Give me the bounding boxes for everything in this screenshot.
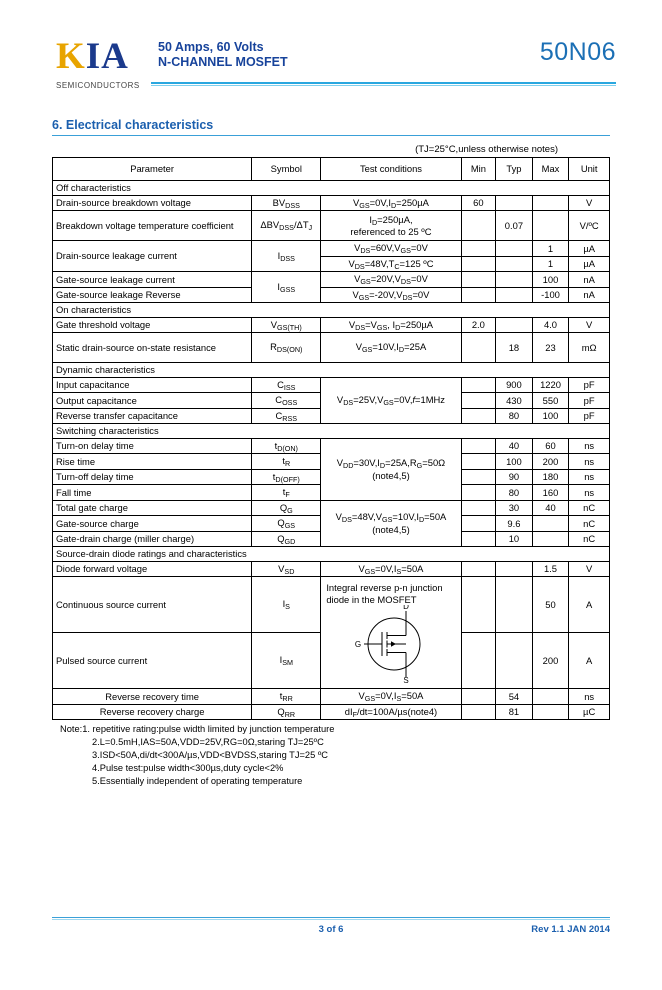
row-max: -100 bbox=[532, 287, 569, 303]
table-row bbox=[53, 287, 610, 303]
row-param: Turn-on delay time bbox=[53, 438, 252, 454]
row-symbol: $t_F$ bbox=[252, 485, 321, 501]
row-unit: µC bbox=[569, 704, 610, 720]
row-param: Output capacitance bbox=[53, 393, 252, 409]
page-footer bbox=[52, 917, 610, 938]
col-header-symbol: Symbol bbox=[252, 158, 321, 181]
row-max bbox=[532, 211, 569, 241]
row-param: Pulsed source current bbox=[53, 633, 252, 689]
row-max bbox=[532, 704, 569, 720]
row-symbol: $t_{D(ON)}$ bbox=[252, 438, 321, 454]
table-group-row bbox=[53, 547, 610, 562]
row-unit: nC bbox=[569, 531, 610, 547]
table-row bbox=[53, 241, 610, 257]
section-title bbox=[52, 118, 610, 132]
row-typ: 30 bbox=[496, 500, 533, 516]
row-symbol: $\Delta BV_{DSS}/\Delta T_J$ bbox=[252, 211, 321, 241]
row-max bbox=[532, 689, 569, 705]
row-min bbox=[461, 211, 496, 241]
row-min: 60 bbox=[461, 195, 496, 211]
row-typ bbox=[496, 272, 533, 288]
group-title-dynamic-characteristics: Dynamic characteristics bbox=[53, 363, 610, 378]
test-conditions-note: (TJ=25°C,unless otherwise notes) bbox=[415, 144, 558, 155]
footnotes bbox=[52, 723, 610, 788]
row-min bbox=[461, 241, 496, 257]
logo-letters-ia: IA bbox=[85, 36, 129, 77]
row-unit: ns bbox=[569, 438, 610, 454]
svg-text:D: D bbox=[403, 605, 409, 611]
footnote-4: 4.Pulse test:pulse width<300µs,duty cycle<2% bbox=[92, 763, 284, 773]
row-symbol: $V_{SD}$ bbox=[252, 561, 321, 577]
row-unit: pF bbox=[569, 408, 610, 424]
row-typ bbox=[496, 195, 533, 211]
row-condition: $V_{GS}=10V,I_D=25A$ bbox=[321, 333, 461, 363]
row-condition: $dI_F/dt=100A/\mu s(note4)$ bbox=[321, 704, 461, 720]
row-min bbox=[461, 704, 496, 720]
table-row bbox=[53, 333, 610, 363]
row-symbol: $V_{GS(TH)}$ bbox=[252, 317, 321, 333]
row-max bbox=[532, 516, 569, 532]
diode-condition-text: Integral reverse p-n junction diode in the MOSFET bbox=[326, 582, 443, 605]
row-symbol: $t_R$ bbox=[252, 454, 321, 470]
table-row bbox=[53, 561, 610, 577]
row-min bbox=[461, 377, 496, 393]
table-group-row bbox=[53, 181, 610, 196]
row-min: 2.0 bbox=[461, 317, 496, 333]
row-typ: 81 bbox=[496, 704, 533, 720]
row-condition-note: (note4,5) bbox=[372, 523, 410, 535]
row-unit: µA bbox=[569, 256, 610, 272]
row-typ: 80 bbox=[496, 485, 533, 501]
row-symbol: $I_{SM}$ bbox=[252, 633, 321, 689]
row-param: Turn-off delay time bbox=[53, 469, 252, 485]
row-min bbox=[461, 272, 496, 288]
svg-text:G: G bbox=[354, 640, 362, 649]
row-symbol: $BV_{DSS}$ bbox=[252, 195, 321, 211]
row-typ: 9.6 bbox=[496, 516, 533, 532]
table-row bbox=[53, 704, 610, 720]
row-param: Gate threshold voltage bbox=[53, 317, 252, 333]
col-header-min: Min bbox=[461, 158, 496, 181]
row-symbol: $I_{GSS}$ bbox=[252, 272, 321, 303]
row-symbol: $C_{RSS}$ bbox=[252, 408, 321, 424]
row-min bbox=[461, 287, 496, 303]
table-row bbox=[53, 438, 610, 454]
page-number: 3 of 6 bbox=[318, 924, 344, 935]
col-header-parameter: Parameter bbox=[53, 158, 252, 181]
section-rule bbox=[52, 135, 610, 136]
row-typ: 18 bbox=[496, 333, 533, 363]
table-group-row bbox=[53, 424, 610, 439]
row-symbol: $R_{DS(ON)}$ bbox=[252, 333, 321, 363]
row-param: Diode forward voltage bbox=[53, 561, 252, 577]
row-max: 1 bbox=[532, 241, 569, 257]
row-unit: pF bbox=[569, 377, 610, 393]
table-row bbox=[53, 272, 610, 288]
row-param: Fall time bbox=[53, 485, 252, 501]
row-typ bbox=[496, 287, 533, 303]
row-max: 180 bbox=[532, 469, 569, 485]
footnote-3: 3.ISD<50A,di/dt<300A/µs,VDD<BVDSS,staring TJ=25 ºC bbox=[92, 750, 328, 760]
header-rule bbox=[151, 82, 616, 84]
row-max: 50 bbox=[532, 577, 569, 633]
row-typ: 0.07 bbox=[496, 211, 533, 241]
row-condition: $V_{GS}=0V,I_D=250\mu A$ bbox=[321, 195, 461, 211]
row-unit: A bbox=[569, 577, 610, 633]
row-condition: $V_{GS}=0V,I_S=50A$ bbox=[321, 561, 461, 577]
row-max: 1220 bbox=[532, 377, 569, 393]
row-max: 100 bbox=[532, 408, 569, 424]
section-number: 6. bbox=[52, 118, 63, 132]
table-row bbox=[53, 211, 610, 241]
row-symbol: $I_S$ bbox=[252, 577, 321, 633]
row-max bbox=[532, 195, 569, 211]
row-max: 200 bbox=[532, 454, 569, 470]
row-param: Breakdown voltage temperature coefficient bbox=[53, 211, 252, 241]
footnote-2: 2.L=0.5mH,IAS=50A,VDD=25V,RG=0Ω,staring TJ=25ºC bbox=[92, 737, 324, 747]
header-line-device-type: N-CHANNEL MOSFET bbox=[158, 55, 288, 69]
row-min bbox=[461, 531, 496, 547]
row-unit: pF bbox=[569, 393, 610, 409]
row-condition: $V_{DS}=48V,V_{GS}=10V,I_D=50A$ (note4,5) bbox=[321, 500, 461, 547]
row-param: Drain-source leakage current bbox=[53, 241, 252, 272]
header-rule-light bbox=[151, 85, 616, 86]
row-typ: 80 bbox=[496, 408, 533, 424]
row-max: 23 bbox=[532, 333, 569, 363]
row-unit: nC bbox=[569, 516, 610, 532]
row-min bbox=[461, 689, 496, 705]
row-typ bbox=[496, 577, 533, 633]
row-typ: 100 bbox=[496, 454, 533, 470]
row-min bbox=[461, 500, 496, 516]
section-title-text: Electrical characteristics bbox=[65, 118, 214, 132]
row-param: Gate-drain charge (miller charge) bbox=[53, 531, 252, 547]
mosfet-symbol-diagram bbox=[336, 605, 446, 683]
row-symbol: $Q_{GS}$ bbox=[252, 516, 321, 532]
row-condition: $V_{GS}=-20V,V_{DS}=0V$ bbox=[321, 287, 461, 303]
row-max: 40 bbox=[532, 500, 569, 516]
row-param: Input capacitance bbox=[53, 377, 252, 393]
row-condition: $V_{DS}=60V,V_{GS}=0V$ bbox=[321, 241, 461, 257]
row-min bbox=[461, 454, 496, 470]
row-typ: 90 bbox=[496, 469, 533, 485]
row-min bbox=[461, 516, 496, 532]
row-param: Total gate charge bbox=[53, 500, 252, 516]
row-typ bbox=[496, 241, 533, 257]
row-unit: V bbox=[569, 561, 610, 577]
row-param: Static drain-source on-state resistance bbox=[53, 333, 252, 363]
row-unit: A bbox=[569, 633, 610, 689]
row-unit: ns bbox=[569, 485, 610, 501]
row-condition-note: (note4,5) bbox=[372, 469, 410, 481]
electrical-characteristics-table bbox=[52, 157, 610, 720]
row-max: 4.0 bbox=[532, 317, 569, 333]
row-min bbox=[461, 333, 496, 363]
table-group-row bbox=[53, 363, 610, 378]
row-condition: $V_{DS}=48V,T_C=125$ ºC bbox=[321, 256, 461, 272]
table-row bbox=[53, 195, 610, 211]
table-row bbox=[53, 500, 610, 516]
page-header bbox=[46, 34, 616, 112]
col-header-unit: Unit bbox=[569, 158, 610, 181]
row-param: Drain-source breakdown voltage bbox=[53, 195, 252, 211]
col-header-max: Max bbox=[532, 158, 569, 181]
row-max: 60 bbox=[532, 438, 569, 454]
row-max: 100 bbox=[532, 272, 569, 288]
row-param: Gate-source leakage Reverse bbox=[53, 287, 252, 303]
row-min bbox=[461, 393, 496, 409]
row-unit: µA bbox=[569, 241, 610, 257]
row-max: 1 bbox=[532, 256, 569, 272]
row-condition: $V_{DD}=30V,I_D=25A,R_G=50\Omega$ (note4,5) bbox=[321, 438, 461, 500]
row-typ bbox=[496, 317, 533, 333]
svg-text:S: S bbox=[403, 676, 409, 683]
datasheet-page bbox=[0, 34, 662, 990]
row-condition: $V_{GS}=20V,V_{DS}=0V$ bbox=[321, 272, 461, 288]
table-header-row bbox=[53, 158, 610, 181]
table-group-row bbox=[53, 303, 610, 318]
row-typ bbox=[496, 256, 533, 272]
group-title-on-characteristics: On characteristics bbox=[53, 303, 610, 318]
row-max: 1.5 bbox=[532, 561, 569, 577]
row-param: Reverse recovery charge bbox=[53, 704, 252, 720]
table-row bbox=[53, 317, 610, 333]
row-symbol: $t_{D(OFF)}$ bbox=[252, 469, 321, 485]
footer-rule-light bbox=[52, 919, 610, 920]
group-title-off-characteristics: Off characteristics bbox=[53, 181, 610, 196]
footer-rule bbox=[52, 917, 610, 918]
row-typ bbox=[496, 633, 533, 689]
row-symbol: $Q_{RR}$ bbox=[252, 704, 321, 720]
logo-subtitle: SEMICONDUCTORS bbox=[56, 81, 140, 90]
row-typ: 900 bbox=[496, 377, 533, 393]
row-symbol: $C_{ISS}$ bbox=[252, 377, 321, 393]
row-param: Rise time bbox=[53, 454, 252, 470]
col-header-test-conditions: Test conditions bbox=[321, 158, 461, 181]
header-spec-lines bbox=[158, 40, 288, 70]
row-min bbox=[461, 561, 496, 577]
footer-row bbox=[52, 924, 610, 938]
row-param: Reverse transfer capacitance bbox=[53, 408, 252, 424]
row-unit: V bbox=[569, 195, 610, 211]
row-unit: nA bbox=[569, 287, 610, 303]
revision-label: Rev 1.1 JAN 2014 bbox=[531, 924, 610, 935]
row-symbol: $C_{OSS}$ bbox=[252, 393, 321, 409]
row-param: Gate-source leakage current bbox=[53, 272, 252, 288]
row-min bbox=[461, 438, 496, 454]
row-unit: nA bbox=[569, 272, 610, 288]
row-unit: ns bbox=[569, 689, 610, 705]
row-unit: mΩ bbox=[569, 333, 610, 363]
part-number: 50N06 bbox=[539, 38, 616, 66]
row-typ: 430 bbox=[496, 393, 533, 409]
row-condition: $I_D=250\mu A$, referenced to 25 ºC bbox=[321, 211, 461, 241]
table-row bbox=[53, 377, 610, 393]
row-condition: $V_{DS}=25V,V_{GS}=0V,f=1MHz$ bbox=[321, 377, 461, 424]
row-symbol: $I_{DSS}$ bbox=[252, 241, 321, 272]
footnote-5: 5.Essentially independent of operating temperature bbox=[92, 776, 303, 786]
group-title-switching-characteristics: Switching characteristics bbox=[53, 424, 610, 439]
row-max: 550 bbox=[532, 393, 569, 409]
row-typ bbox=[496, 561, 533, 577]
row-param: Reverse recovery time bbox=[53, 689, 252, 705]
row-unit: V/ºC bbox=[569, 211, 610, 241]
row-min bbox=[461, 408, 496, 424]
row-condition-with-diagram bbox=[321, 577, 461, 689]
row-condition: $V_{GS}=0V,I_S=50A$ bbox=[321, 689, 461, 705]
row-min bbox=[461, 633, 496, 689]
row-min bbox=[461, 256, 496, 272]
header-line-current-voltage: 50 Amps, 60 Volts bbox=[158, 40, 264, 54]
table-row bbox=[53, 577, 610, 633]
row-symbol: $Q_G$ bbox=[252, 500, 321, 516]
row-symbol: $t_{RR}$ bbox=[252, 689, 321, 705]
row-unit: ns bbox=[569, 469, 610, 485]
footnote-1: Note:1. repetitive rating:pulse width limited by junction temperature bbox=[60, 724, 335, 734]
row-min bbox=[461, 485, 496, 501]
table-row bbox=[53, 689, 610, 705]
col-header-typ: Typ bbox=[496, 158, 533, 181]
row-param: Continuous source current bbox=[53, 577, 252, 633]
row-max: 160 bbox=[532, 485, 569, 501]
row-max bbox=[532, 531, 569, 547]
row-unit: nC bbox=[569, 500, 610, 516]
row-unit: ns bbox=[569, 454, 610, 470]
row-typ: 10 bbox=[496, 531, 533, 547]
logo-letter-k: K bbox=[56, 36, 86, 77]
row-param: Gate-source charge bbox=[53, 516, 252, 532]
row-min bbox=[461, 469, 496, 485]
row-min bbox=[461, 577, 496, 633]
row-symbol: $Q_{GD}$ bbox=[252, 531, 321, 547]
row-unit: V bbox=[569, 317, 610, 333]
row-condition: $V_{DS}=V_{GS}$, $I_D=250\mu A$ bbox=[321, 317, 461, 333]
group-title-source-drain-diode: Source-drain diode ratings and characteristics bbox=[53, 547, 610, 562]
row-max: 200 bbox=[532, 633, 569, 689]
row-typ: 40 bbox=[496, 438, 533, 454]
row-typ: 54 bbox=[496, 689, 533, 705]
